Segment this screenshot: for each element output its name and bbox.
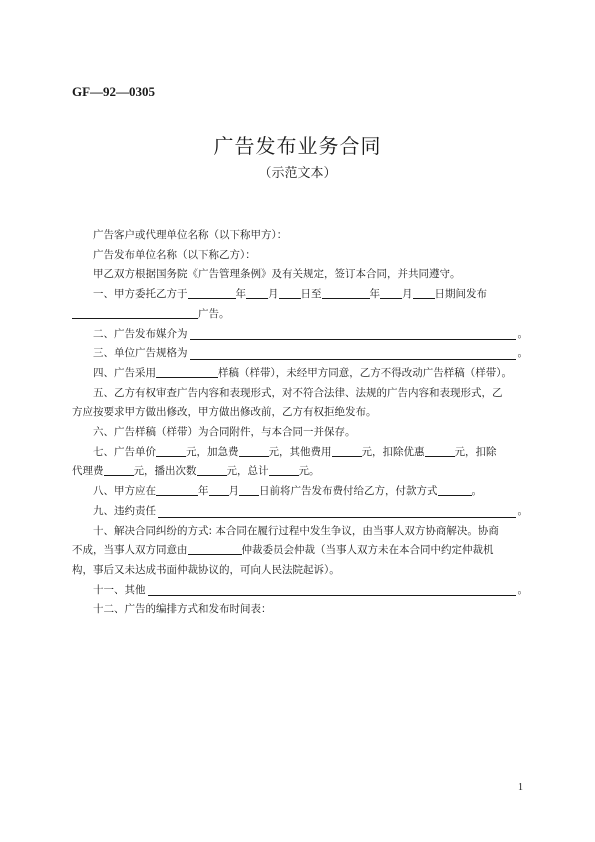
clause-10-arbitration: 仲裁委员会仲裁（当事人双方未在本合同中约定仲裁机 <box>241 544 494 557</box>
end-year-blank[interactable] <box>322 286 370 299</box>
clause-7-deduct: 元，扣除 <box>454 445 497 458</box>
media-blank[interactable] <box>190 327 516 340</box>
clause-1-cont <box>72 305 528 325</box>
other-blank[interactable] <box>148 583 516 596</box>
clause-7-other-fee: 元，其他费用 <box>268 445 332 458</box>
clause-9 <box>72 502 528 522</box>
clause-7 <box>72 443 528 463</box>
clause-10-cont <box>72 541 528 561</box>
preamble-text: 甲乙双方根据国务院《广告管理条例》及有关规定，签订本合同，并共同遵守。 <box>93 268 461 281</box>
party-b-line <box>72 246 528 266</box>
clause-10-text: 十、解决合同纠纷的方式: 本合同在履行过程中发生争议，由当事人双方协商解决。协商 <box>93 524 499 537</box>
clause-8-period: 。 <box>471 485 482 498</box>
clause-7-times: 元，播出次数 <box>133 465 197 478</box>
clause-5-rest: 方应按要求甲方做出修改，甲方做出修改前，乙方有权拒绝发布。 <box>72 406 377 419</box>
clause-1 <box>72 285 528 305</box>
clause-9-period: 。 <box>517 504 528 517</box>
clause-3 <box>72 344 528 364</box>
end-day-blank[interactable] <box>413 286 435 299</box>
clause-9-text: 九、违约责任 <box>93 504 156 517</box>
ad-name-blank[interactable] <box>72 306 198 319</box>
contract-body <box>72 226 528 620</box>
clause-1-text: 一、甲方委托乙方于 <box>93 288 188 301</box>
clause-7-total: 元，总计 <box>226 465 269 478</box>
clause-6-text: 六、广告样稿（样带）为合同附件，与本合同一并保存。 <box>93 426 356 439</box>
end-month-blank[interactable] <box>380 286 402 299</box>
sample-type-blank[interactable] <box>156 365 218 378</box>
clause-1-publish: 日期间发布 <box>434 288 487 301</box>
clause-4 <box>72 364 528 384</box>
clause-4-rest: 样稿（样带），未经甲方同意，乙方不得改动广告样稿（样带）。 <box>218 366 512 379</box>
clause-8-year: 年 <box>198 485 209 498</box>
clause-5-cont <box>72 403 528 423</box>
clause-10-agree: 不成，当事人双方同意由 <box>72 544 188 557</box>
document-code: GF—92—0305 <box>72 84 156 99</box>
clause-7-discount: 元，扣除优惠 <box>361 445 425 458</box>
clause-8-month: 月 <box>228 485 239 498</box>
pay-day-blank[interactable] <box>239 483 259 496</box>
document-title: 广告发布业务合同 <box>213 134 382 158</box>
clause-2 <box>72 325 528 345</box>
clause-4-text: 四、广告采用 <box>93 366 156 379</box>
clause-11-period: 。 <box>517 583 528 596</box>
clause-6 <box>72 423 528 443</box>
clause-5-text: 五、乙方有权审查广告内容和表现形式，对不符合法律、法规的广告内容和表现形式，乙 <box>93 386 503 399</box>
clause-8 <box>72 482 528 502</box>
clause-12 <box>72 600 528 620</box>
clause-1-month-2: 月 <box>402 288 413 301</box>
clause-8-payment: 日前将广告发布费付给乙方，付款方式 <box>259 485 438 498</box>
spec-blank[interactable] <box>190 347 516 360</box>
clause-7-agency-fee: 代理费 <box>72 465 104 478</box>
clause-10 <box>72 522 528 542</box>
clause-2-text: 二、广告发布媒介为 <box>93 327 188 340</box>
clause-7-yuan: 元。 <box>298 465 320 478</box>
clause-3-period: 。 <box>517 347 528 360</box>
clause-3-text: 三、单位广告规格为 <box>93 347 188 360</box>
clause-7-cont <box>72 462 528 482</box>
party-a-line <box>72 226 528 246</box>
pay-month-blank[interactable] <box>209 483 229 496</box>
agency-fee-blank[interactable] <box>104 463 134 476</box>
payment-method-blank[interactable] <box>438 483 472 496</box>
rush-fee-blank[interactable] <box>239 444 269 457</box>
party-b-label: 广告发布单位名称（以下称乙方）： <box>93 248 256 261</box>
document-subtitle: （示范文本） <box>258 166 337 181</box>
discount-blank[interactable] <box>425 444 455 457</box>
clause-10-rest: 构，事后又未达成书面仲裁协议的，可向人民法院起诉）。 <box>72 563 340 576</box>
clause-1-month: 月 <box>268 288 279 301</box>
party-a-label: 广告客户或代理单位名称（以下称甲方）： <box>93 229 288 241</box>
unit-price-blank[interactable] <box>156 444 186 457</box>
start-month-blank[interactable] <box>246 286 268 299</box>
clause-11-text: 十一、其他 <box>93 583 146 596</box>
clause-1-ad: 广告。 <box>198 307 230 320</box>
breach-blank[interactable] <box>158 505 516 518</box>
broadcast-times-blank[interactable] <box>197 463 227 476</box>
clause-10-cont-2 <box>72 561 528 581</box>
preamble <box>72 265 528 285</box>
clause-8-text: 八、甲方应在 <box>93 485 156 498</box>
other-fee-blank[interactable] <box>332 444 362 457</box>
clause-5 <box>72 384 528 404</box>
clause-2-period: 。 <box>517 327 528 340</box>
start-year-blank[interactable] <box>188 286 236 299</box>
arbitration-committee-blank[interactable] <box>188 542 242 555</box>
clause-7-rush-fee: 元，加急费 <box>186 445 239 458</box>
clause-1-day-to: 日至 <box>300 288 322 301</box>
total-blank[interactable] <box>269 463 299 476</box>
clause-12-text: 十二、广告的编排方式和发布时间表： <box>93 603 272 616</box>
start-day-blank[interactable] <box>279 286 301 299</box>
page-number: 1 <box>518 782 523 793</box>
clause-7-unit-price: 七、广告单价 <box>93 445 156 458</box>
clause-1-year-2: 年 <box>369 288 380 301</box>
clause-11 <box>72 581 528 601</box>
clause-1-year: 年 <box>235 288 246 301</box>
pay-year-blank[interactable] <box>156 483 198 496</box>
